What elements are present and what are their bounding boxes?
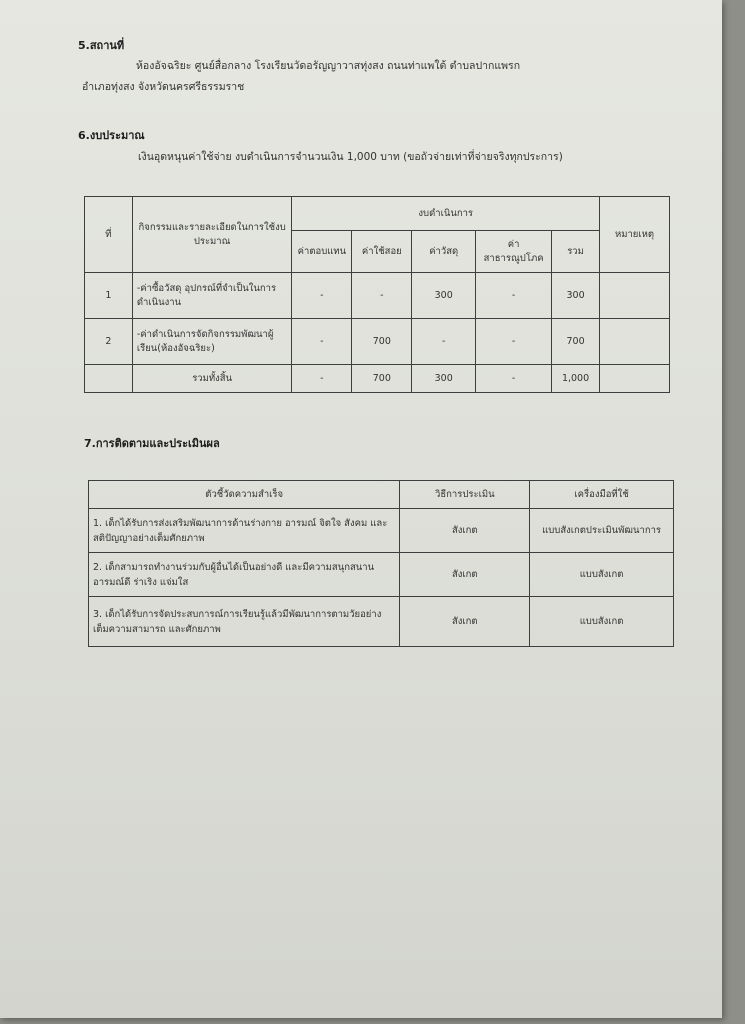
budget-subheader: ค่าสาธารณูปโภค — [476, 231, 552, 273]
table-row — [85, 319, 670, 365]
row-total: 700 — [552, 319, 600, 365]
eval-tool: แบบสังเกต — [530, 553, 674, 597]
eval-indicator: 1. เด็กได้รับการส่งเสริมพัฒนาการด้านร่างกาย อารมณ์ จิตใจ สังคม และสติปัญญาอย่างเต็มศักยภาพ — [89, 509, 400, 553]
row-compensation: - — [292, 319, 352, 365]
sum-materials: 300 — [412, 365, 476, 393]
budget-header-no: ที่ — [85, 197, 133, 273]
table-row — [89, 509, 674, 553]
sum-utilities: - — [476, 365, 552, 393]
row-no: 2 — [85, 319, 133, 365]
budget-header-activity: กิจกรรมและรายละเอียดในการใช้งบประมาณ — [132, 197, 292, 273]
sum-label: รวมทั้งสิ้น — [132, 365, 292, 393]
row-materials: - — [412, 319, 476, 365]
row-materials: 300 — [412, 273, 476, 319]
budget-subheader: ค่าตอบแทน — [292, 231, 352, 273]
eval-tool: แบบสังเกต — [530, 597, 674, 647]
budget-subheader: ค่าใช้สอย — [352, 231, 412, 273]
sum-no — [85, 365, 133, 393]
eval-method: สังเกต — [400, 509, 530, 553]
row-expenses: 700 — [352, 319, 412, 365]
eval-header-method: วิธีการประเมิน — [400, 481, 530, 509]
row-activity: -ค่าดำเนินการจัดกิจกรรมพัฒนาผู้เรียน(ห้องอัจฉริยะ) — [132, 319, 292, 365]
section6-heading: 6.งบประมาณ — [78, 129, 145, 142]
section5-heading: 5.สถานที่ — [78, 39, 125, 52]
eval-method: สังเกต — [400, 597, 530, 647]
sum-remark — [600, 365, 670, 393]
section5-line2: อำเภอทุ่งสง จังหวัดนครศรีธรรมราช — [82, 81, 245, 93]
table-row — [89, 597, 674, 647]
sum-total: 1,000 — [552, 365, 600, 393]
table-sum-row — [85, 365, 670, 393]
budget-subheader: ค่าวัสดุ — [412, 231, 476, 273]
sum-compensation: - — [292, 365, 352, 393]
budget-table — [84, 196, 670, 393]
eval-header-indicator: ตัวชี้วัดความสำเร็จ — [89, 481, 400, 509]
row-compensation: - — [292, 273, 352, 319]
eval-indicator: 3. เด็กได้รับการจัดประสบการณ์การเรียนรู้แล้วมีพัฒนาการตามวัยอย่างเต็มความสามารถ และศักยภาพ — [89, 597, 400, 647]
evaluation-table — [88, 480, 674, 647]
budget-header-remark: หมายเหตุ — [600, 197, 670, 273]
eval-header-tool: เครื่องมือที่ใช้ — [530, 481, 674, 509]
budget-header-budget: งบดำเนินการ — [292, 197, 600, 231]
row-activity: -ค่าซื้อวัสดุ อุปกรณ์ที่จำเป็นในการดำเนินงาน — [132, 273, 292, 319]
table-row — [85, 273, 670, 319]
budget-subheader: รวม — [552, 231, 600, 273]
eval-tool: แบบสังเกตประเมินพัฒนาการ — [530, 509, 674, 553]
row-remark — [600, 319, 670, 365]
row-remark — [600, 273, 670, 319]
eval-method: สังเกต — [400, 553, 530, 597]
table-row — [89, 553, 674, 597]
section6-line1: เงินอุดหนุนค่าใช้จ่าย งบดำเนินการจำนวนเงิน 1,000 บาท (ขอถัวจ่ายเท่าที่จ่ายจริงทุกประการ) — [138, 151, 563, 163]
row-utilities: - — [476, 319, 552, 365]
sum-expenses: 700 — [352, 365, 412, 393]
eval-indicator: 2. เด็กสามารถทำงานร่วมกับผู้อื่นได้เป็นอย่างดี และมีความสนุกสนาน อารมณ์ดี ร่าเริง แจ่มใส — [89, 553, 400, 597]
row-expenses: - — [352, 273, 412, 319]
row-utilities: - — [476, 273, 552, 319]
section7-heading: 7.การติดตามและประเมินผล — [84, 437, 220, 450]
section5-line1: ห้องอัจฉริยะ ศูนย์สื่อกลาง โรงเรียนวัดอรัญญาวาสทุ่งสง ถนนท่าแพใต้ ตำบลปากแพรก — [136, 60, 521, 72]
row-no: 1 — [85, 273, 133, 319]
row-total: 300 — [552, 273, 600, 319]
